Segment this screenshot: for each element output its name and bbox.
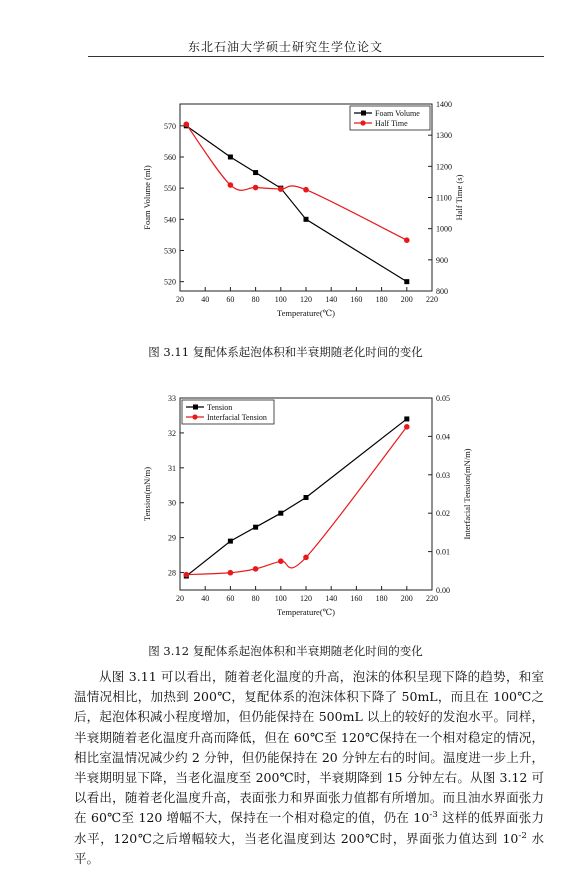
y-tick-label: 540: [164, 215, 176, 225]
x-tick-label: 220: [426, 295, 438, 304]
data-point: [304, 217, 309, 222]
x-tick-label: 120: [300, 295, 312, 304]
x-tick-label: 40: [201, 295, 210, 304]
x-tick-label: 60: [226, 594, 235, 603]
y-tick-label: 560: [164, 152, 176, 162]
series-line: [186, 124, 406, 240]
x-tick-label: 200: [400, 594, 413, 603]
data-point: [253, 170, 258, 175]
data-point: [253, 566, 259, 572]
x-tick-label: 100: [274, 295, 287, 304]
body-paragraph: [74, 667, 544, 869]
y2-tick-label: 1100: [436, 193, 452, 203]
y2-tick-label: 800: [436, 287, 448, 296]
y2-tick-label: 0.04: [436, 432, 450, 442]
y2-axis-label: Half Time (s): [454, 174, 464, 221]
data-point: [228, 539, 233, 544]
y-tick-label: 520: [164, 277, 176, 287]
x-tick-label: 80: [251, 594, 260, 603]
data-point: [253, 525, 258, 530]
data-point: [278, 186, 284, 192]
y2-tick-label: 0.02: [436, 509, 450, 519]
figure-3-12-caption: 图 3.12 复配体系起泡体积和半衰期随老化时间的变化: [148, 644, 423, 658]
legend-label: Half Time: [375, 119, 408, 128]
y2-tick-label: 1000: [436, 224, 452, 234]
y2-tick-label: 1400: [436, 100, 452, 109]
x-tick-label: 160: [350, 594, 363, 603]
data-point: [278, 558, 284, 564]
paragraph-text-1: 从图 3.11 可以看出，随着老化温度的升高，泡沫的体积呈现下降的趋势，和室温情况相比，加热到 200℃，复配体系的泡沫体积下降了 50mL，而且在 100℃之后，起泡体积减小程度增加，但仍能保持在 500mL 以上的较好的发泡水平。同样，半衰期随着老化温度升高而降低，但在 60℃至 120℃保持在一个相对稳定的情况，相比室温情况减少约 2 分钟，但仍能保持在 20 分钟左右的时间。温度进一步上升，半衰期明显下降，当老化温度至 200℃时，半衰期降到 15 分钟左右。从图 3.12 可以看出，随着老化温度升高，表面张力和界面张力值都有所增加。而且油水界面张力在 60℃至 120 增幅不大，保持在一个相对稳定的值，仍在 10: [74, 669, 544, 826]
y-axis-label: Foam Volume (ml): [142, 165, 152, 230]
y-tick-label: 30: [168, 498, 176, 508]
x-tick-label: 60: [226, 295, 235, 304]
x-tick-label: 40: [201, 594, 210, 603]
x-tick-label: 220: [426, 594, 438, 603]
data-point: [253, 185, 259, 191]
data-point: [228, 570, 234, 576]
x-tick-label: 160: [350, 295, 363, 304]
data-point: [404, 424, 410, 430]
x-tick-label: 180: [375, 295, 388, 304]
x-tick-label: 80: [251, 295, 260, 304]
y2-tick-label: 1300: [436, 131, 452, 141]
legend-swatch-marker: [192, 414, 197, 419]
y2-tick-label: 0.00: [436, 586, 450, 595]
data-point: [404, 237, 410, 243]
legend-swatch-marker: [360, 120, 365, 125]
paragraph-text-2: 这样的低界面张力水平，120℃之后增幅较大，当老化温度到达 200℃时，界面张力值达到 10: [74, 810, 544, 846]
x-tick-label: 20: [176, 295, 184, 304]
legend-label: Tension: [207, 403, 233, 412]
x-axis-label: Temperature(℃): [277, 607, 335, 617]
x-tick-label: 140: [325, 594, 338, 603]
y-tick-label: 570: [164, 121, 176, 131]
data-point: [303, 555, 309, 561]
legend-swatch-marker: [361, 111, 366, 116]
data-point: [404, 416, 409, 421]
legend-label: Foam Volume: [375, 109, 420, 118]
y2-tick-label: 900: [436, 255, 448, 265]
paragraph-text-3: 水平。: [74, 830, 544, 866]
plot-frame: [180, 398, 432, 590]
data-point: [278, 511, 283, 516]
y-tick-label: 33: [168, 394, 176, 403]
x-axis-label: Temperature(℃): [277, 308, 335, 318]
y-tick-label: 31: [168, 463, 176, 473]
figure-3-12-chart: [0, 388, 571, 626]
x-tick-label: 140: [325, 295, 338, 304]
superscript-1: -3: [429, 810, 438, 821]
y-tick-label: 550: [164, 184, 176, 194]
series-line: [186, 419, 406, 576]
page-header: 东北石油大学硕士研究生学位论文: [187, 40, 383, 54]
y2-tick-label: 1200: [436, 162, 452, 172]
y-tick-label: 32: [168, 428, 176, 438]
y2-axis-label: Interfacial Tension(mN/m): [462, 448, 472, 540]
data-point: [404, 279, 409, 284]
plot-frame: [180, 104, 432, 291]
figure-3-11-chart: [0, 92, 571, 330]
data-point: [184, 121, 190, 127]
legend: [350, 106, 430, 130]
figure-3-11-caption: 图 3.11 复配体系起泡体积和半衰期随老化时间的变化: [148, 345, 423, 359]
x-tick-label: 120: [300, 594, 312, 603]
x-tick-label: 180: [375, 594, 388, 603]
y2-tick-label: 0.01: [436, 547, 450, 557]
y-tick-label: 29: [168, 533, 176, 543]
data-point: [304, 495, 309, 500]
y2-tick-label: 0.05: [436, 394, 450, 403]
superscript-2: -2: [518, 830, 527, 841]
data-point: [303, 187, 309, 193]
series-line: [186, 427, 406, 575]
legend-label: Interfacial Tension: [207, 413, 267, 422]
header-rule: [88, 56, 544, 57]
x-tick-label: 100: [274, 594, 287, 603]
legend: [182, 400, 274, 424]
x-tick-label: 20: [176, 594, 184, 603]
y-axis-label: Tension(mN/m): [142, 466, 152, 522]
data-point: [184, 572, 190, 578]
y-tick-label: 28: [168, 568, 176, 578]
y2-tick-label: 0.03: [436, 470, 450, 480]
data-point: [228, 154, 233, 159]
legend-swatch-marker: [193, 405, 198, 410]
data-point: [228, 182, 234, 188]
series-line: [186, 126, 406, 282]
x-tick-label: 200: [400, 295, 413, 304]
y-tick-label: 530: [164, 246, 176, 256]
